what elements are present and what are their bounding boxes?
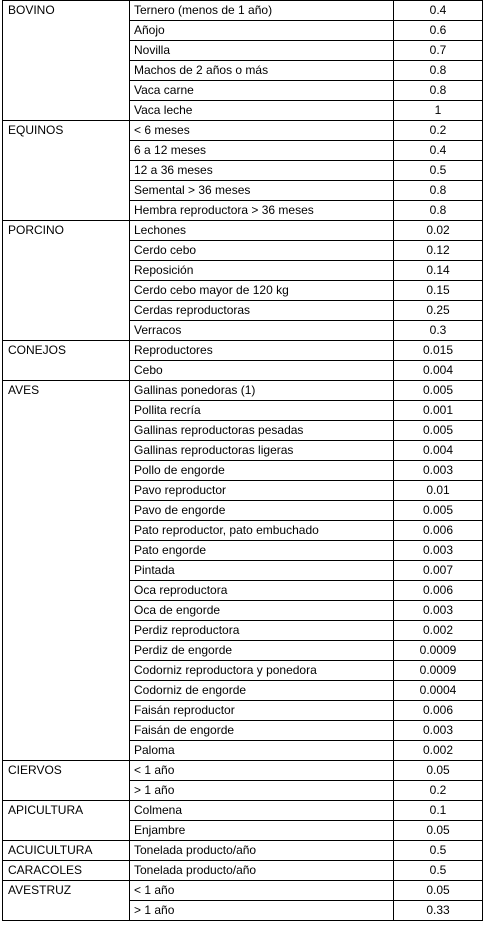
coefficient-cell: 0.1 <box>394 801 483 821</box>
coefficient-cell: 0.003 <box>394 601 483 621</box>
animal-type-cell: Cebo <box>130 361 394 381</box>
animal-type-cell: Oca reproductora <box>130 581 394 601</box>
table-row <box>3 881 483 901</box>
coefficient-cell: 0.8 <box>394 81 483 101</box>
animal-type-cell: Perdiz de engorde <box>130 641 394 661</box>
animal-type-cell: Reproductores <box>130 341 394 361</box>
table-body <box>3 1 483 921</box>
coefficient-cell: 0.7 <box>394 41 483 61</box>
table-row <box>3 1 483 21</box>
table-row <box>3 861 483 881</box>
coefficient-cell: 0.003 <box>394 721 483 741</box>
coefficient-cell: 0.25 <box>394 301 483 321</box>
coefficient-cell: 0.3 <box>394 321 483 341</box>
table-row <box>3 221 483 241</box>
animal-type-cell: Cerdo cebo <box>130 241 394 261</box>
animal-type-cell: Codorniz reproductora y ponedora <box>130 661 394 681</box>
animal-type-cell: 6 a 12 meses <box>130 141 394 161</box>
animal-type-cell: Colmena <box>130 801 394 821</box>
animal-type-cell: Pavo reproductor <box>130 481 394 501</box>
coefficient-cell: 0.8 <box>394 201 483 221</box>
animal-type-cell: Pollo de engorde <box>130 461 394 481</box>
coefficient-cell: 0.02 <box>394 221 483 241</box>
animal-type-cell: Gallinas ponedoras (1) <box>130 381 394 401</box>
coefficient-cell: 0.05 <box>394 761 483 781</box>
animal-type-cell: > 1 año <box>130 901 394 921</box>
coefficient-cell: 0.5 <box>394 841 483 861</box>
animal-type-cell: Novilla <box>130 41 394 61</box>
coefficient-cell: 0.004 <box>394 361 483 381</box>
coefficient-cell: 0.14 <box>394 261 483 281</box>
coefficient-cell: 0.8 <box>394 181 483 201</box>
table-row <box>3 801 483 821</box>
animal-type-cell: Añojo <box>130 21 394 41</box>
animal-type-cell: < 1 año <box>130 881 394 901</box>
coefficient-cell: 0.003 <box>394 461 483 481</box>
coefficient-cell: 0.5 <box>394 861 483 881</box>
animal-type-cell: Verracos <box>130 321 394 341</box>
table-row <box>3 121 483 141</box>
coefficient-cell: 0.005 <box>394 381 483 401</box>
animal-type-cell: Cerdas reproductoras <box>130 301 394 321</box>
animal-type-cell: Ternero (menos de 1 año) <box>130 1 394 21</box>
coefficient-cell: 0.2 <box>394 781 483 801</box>
coefficient-cell: 0.0004 <box>394 681 483 701</box>
species-cell: CONEJOS <box>3 341 130 381</box>
animal-type-cell: < 1 año <box>130 761 394 781</box>
coefficient-cell: 0.0009 <box>394 661 483 681</box>
animal-type-cell: Pollita recría <box>130 401 394 421</box>
coefficient-cell: 0.8 <box>394 61 483 81</box>
animal-type-cell: Pato engorde <box>130 541 394 561</box>
species-cell: AVES <box>3 381 130 761</box>
coefficient-cell: 0.6 <box>394 21 483 41</box>
coefficient-cell: 1 <box>394 101 483 121</box>
animal-type-cell: Semental > 36 meses <box>130 181 394 201</box>
species-cell: ACUICULTURA <box>3 841 130 861</box>
coefficient-cell: 0.4 <box>394 1 483 21</box>
coefficient-cell: 0.005 <box>394 421 483 441</box>
coefficient-cell: 0.002 <box>394 741 483 761</box>
table-row <box>3 761 483 781</box>
coefficient-cell: 0.006 <box>394 581 483 601</box>
coefficient-cell: 0.12 <box>394 241 483 261</box>
species-cell: CARACOLES <box>3 861 130 881</box>
coefficient-cell: 0.05 <box>394 881 483 901</box>
coefficient-cell: 0.002 <box>394 621 483 641</box>
animal-type-cell: Perdiz reproductora <box>130 621 394 641</box>
animal-type-cell: Paloma <box>130 741 394 761</box>
coefficient-cell: 0.006 <box>394 701 483 721</box>
animal-type-cell: Pintada <box>130 561 394 581</box>
species-cell: AVESTRUZ <box>3 881 130 921</box>
coefficient-cell: 0.003 <box>394 541 483 561</box>
animal-type-cell: < 6 meses <box>130 121 394 141</box>
table-row <box>3 341 483 361</box>
animal-type-cell: Cerdo cebo mayor de 120 kg <box>130 281 394 301</box>
coefficient-cell: 0.5 <box>394 161 483 181</box>
coefficient-cell: 0.4 <box>394 141 483 161</box>
animal-type-cell: Faisán de engorde <box>130 721 394 741</box>
animal-type-cell: Gallinas reproductoras pesadas <box>130 421 394 441</box>
animal-type-cell: Vaca carne <box>130 81 394 101</box>
animal-type-cell: Oca de engorde <box>130 601 394 621</box>
animal-type-cell: Pato reproductor, pato embuchado <box>130 521 394 541</box>
animal-type-cell: Lechones <box>130 221 394 241</box>
animal-type-cell: Faisán reproductor <box>130 701 394 721</box>
table-row <box>3 841 483 861</box>
species-cell: CIERVOS <box>3 761 130 801</box>
coefficient-cell: 0.0009 <box>394 641 483 661</box>
animal-type-cell: > 1 año <box>130 781 394 801</box>
coefficient-cell: 0.01 <box>394 481 483 501</box>
animal-type-cell: Codorniz de engorde <box>130 681 394 701</box>
animal-type-cell: Tonelada producto/año <box>130 841 394 861</box>
animal-type-cell: Enjambre <box>130 821 394 841</box>
species-cell: EQUINOS <box>3 121 130 221</box>
coefficient-cell: 0.33 <box>394 901 483 921</box>
coefficient-cell: 0.004 <box>394 441 483 461</box>
species-cell: BOVINO <box>3 1 130 121</box>
livestock-coefficient-table <box>2 0 483 921</box>
table-row <box>3 381 483 401</box>
coefficient-cell: 0.005 <box>394 501 483 521</box>
animal-type-cell: Machos de 2 años o más <box>130 61 394 81</box>
species-cell: PORCINO <box>3 221 130 341</box>
coefficient-cell: 0.15 <box>394 281 483 301</box>
animal-type-cell: Reposición <box>130 261 394 281</box>
species-cell: APICULTURA <box>3 801 130 841</box>
coefficient-cell: 0.007 <box>394 561 483 581</box>
coefficient-cell: 0.015 <box>394 341 483 361</box>
animal-type-cell: Gallinas reproductoras ligeras <box>130 441 394 461</box>
animal-type-cell: Vaca leche <box>130 101 394 121</box>
animal-type-cell: Tonelada producto/año <box>130 861 394 881</box>
coefficient-cell: 0.2 <box>394 121 483 141</box>
coefficient-cell: 0.001 <box>394 401 483 421</box>
coefficient-cell: 0.006 <box>394 521 483 541</box>
animal-type-cell: Pavo de engorde <box>130 501 394 521</box>
animal-type-cell: Hembra reproductora > 36 meses <box>130 201 394 221</box>
coefficient-cell: 0.05 <box>394 821 483 841</box>
animal-type-cell: 12 a 36 meses <box>130 161 394 181</box>
